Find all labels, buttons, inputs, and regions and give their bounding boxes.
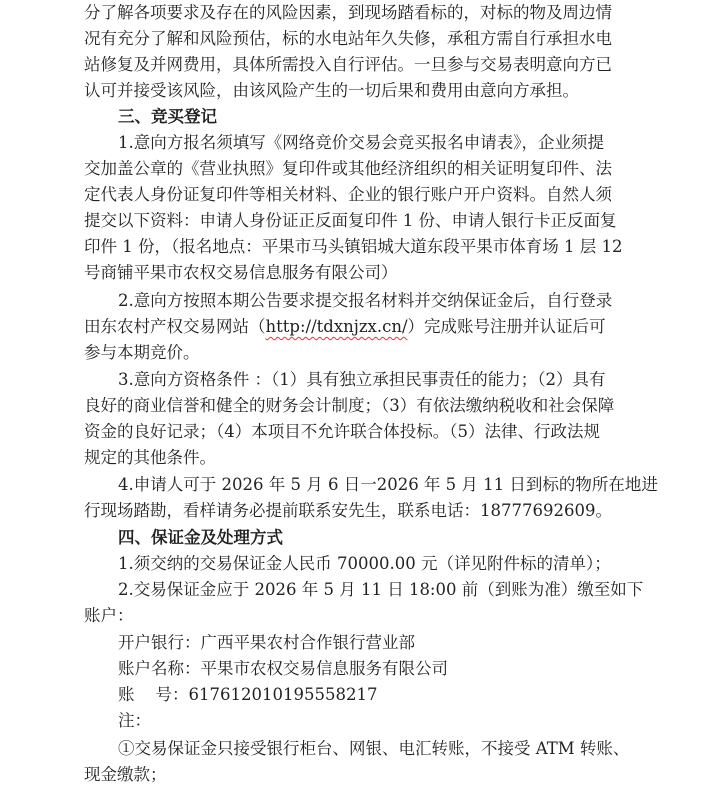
- paragraph-line: 现金缴款；: [84, 765, 167, 784]
- paragraph-line: 况有充分了解和风险预估，标的水电站年久失修，承租方需自行承担水电: [84, 29, 612, 48]
- account-name-line: 账户名称：平果市农权交易信息服务有限公司: [118, 659, 448, 678]
- paragraph-line: ①交易保证金只接受银行柜台、网银、电汇转账，不接受 ATM 转账、: [118, 739, 630, 758]
- paragraph-line: 号商铺平果市农权交易信息服务有限公司）: [84, 263, 398, 282]
- account-number-line: 账 号：617612010195558217: [118, 685, 378, 704]
- paragraph-line: 1.意向方报名须填写《网络竞价交易会竞买报名申请表》，企业须提: [118, 133, 604, 152]
- paragraph-line: 交加盖公章的《营业执照》复印件或其他经济组织的相关证明复印件、法: [84, 159, 612, 178]
- paragraph-line: 提交以下资料：申请人身份证正反面复印件 1 份、申请人银行卡正反面复: [84, 211, 617, 230]
- paragraph-line: 参与本期竞价。: [84, 343, 200, 362]
- paragraph-text: ）完成账号注册并认证后可: [407, 317, 606, 336]
- paragraph-line: 认可并接受该风险，由该风险产生的一切后果和费用由意向方承担。: [84, 81, 579, 100]
- website-link[interactable]: http://tdxnjzx.cn/: [265, 317, 408, 336]
- section-heading-registration: 三、竞买登记: [118, 107, 217, 126]
- paragraph-line: 4.申请人可于 2026 年 5 月 6 日一2026 年 5 月 11 日到标的物所在地进: [118, 475, 658, 494]
- paragraph-line: 行现场踏勘，看样请务必提前联系安先生，联系电话：18777692609。: [84, 501, 612, 520]
- paragraph-line: 定代表人身份证复印件等相关材料、企业的银行账户开户资料。自然人须: [84, 185, 612, 204]
- paragraph-line: 站修复及并网费用，具体所需投入自行评估。一旦参与交易表明意向方已: [84, 55, 612, 74]
- paragraph-line: 印件 1 份，（报名地点：平果市马头镇铝城大道东段平果市体育场 1 层 12: [84, 237, 623, 256]
- paragraph-line: 分了解各项要求及存在的风险因素，到现场踏看标的，对标的物及周边情: [84, 3, 612, 22]
- paragraph-line: 3.意向方资格条件 ：（1）具有独立承担民事责任的能力；（2）具有: [118, 370, 606, 389]
- paragraph-line: [84, 314, 606, 340]
- paragraph-line: 良好的商业信誉和健全的财务会计制度；（3）有依法缴纳税收和社会保障: [84, 396, 615, 415]
- paragraph-line: 资金的良好记录；（4）本项目不允许联合体投标。（5）法律、行政法规: [84, 422, 600, 441]
- paragraph-line: 2.交易保证金应于 2026 年 5 月 11 日 18:00 前（到账为准）缴至如下: [118, 580, 644, 599]
- note-label: 注：: [118, 711, 151, 730]
- paragraph-line: 规定的其他条件。: [84, 448, 216, 467]
- paragraph-line: 2.意向方按照本期公告要求提交报名材料并交纳保证金后，自行登录: [118, 291, 613, 310]
- section-heading-deposit: 四、保证金及处理方式: [118, 528, 283, 547]
- paragraph-text: 田东农村产权交易网站（: [84, 317, 266, 336]
- paragraph-line: 1.须交纳的交易保证金人民币 70000.00 元（详见附件标的清单）；: [118, 554, 611, 573]
- paragraph-line: 账户：: [84, 606, 134, 625]
- bank-name-line: 开户银行：广西平果农村合作银行营业部: [118, 633, 415, 652]
